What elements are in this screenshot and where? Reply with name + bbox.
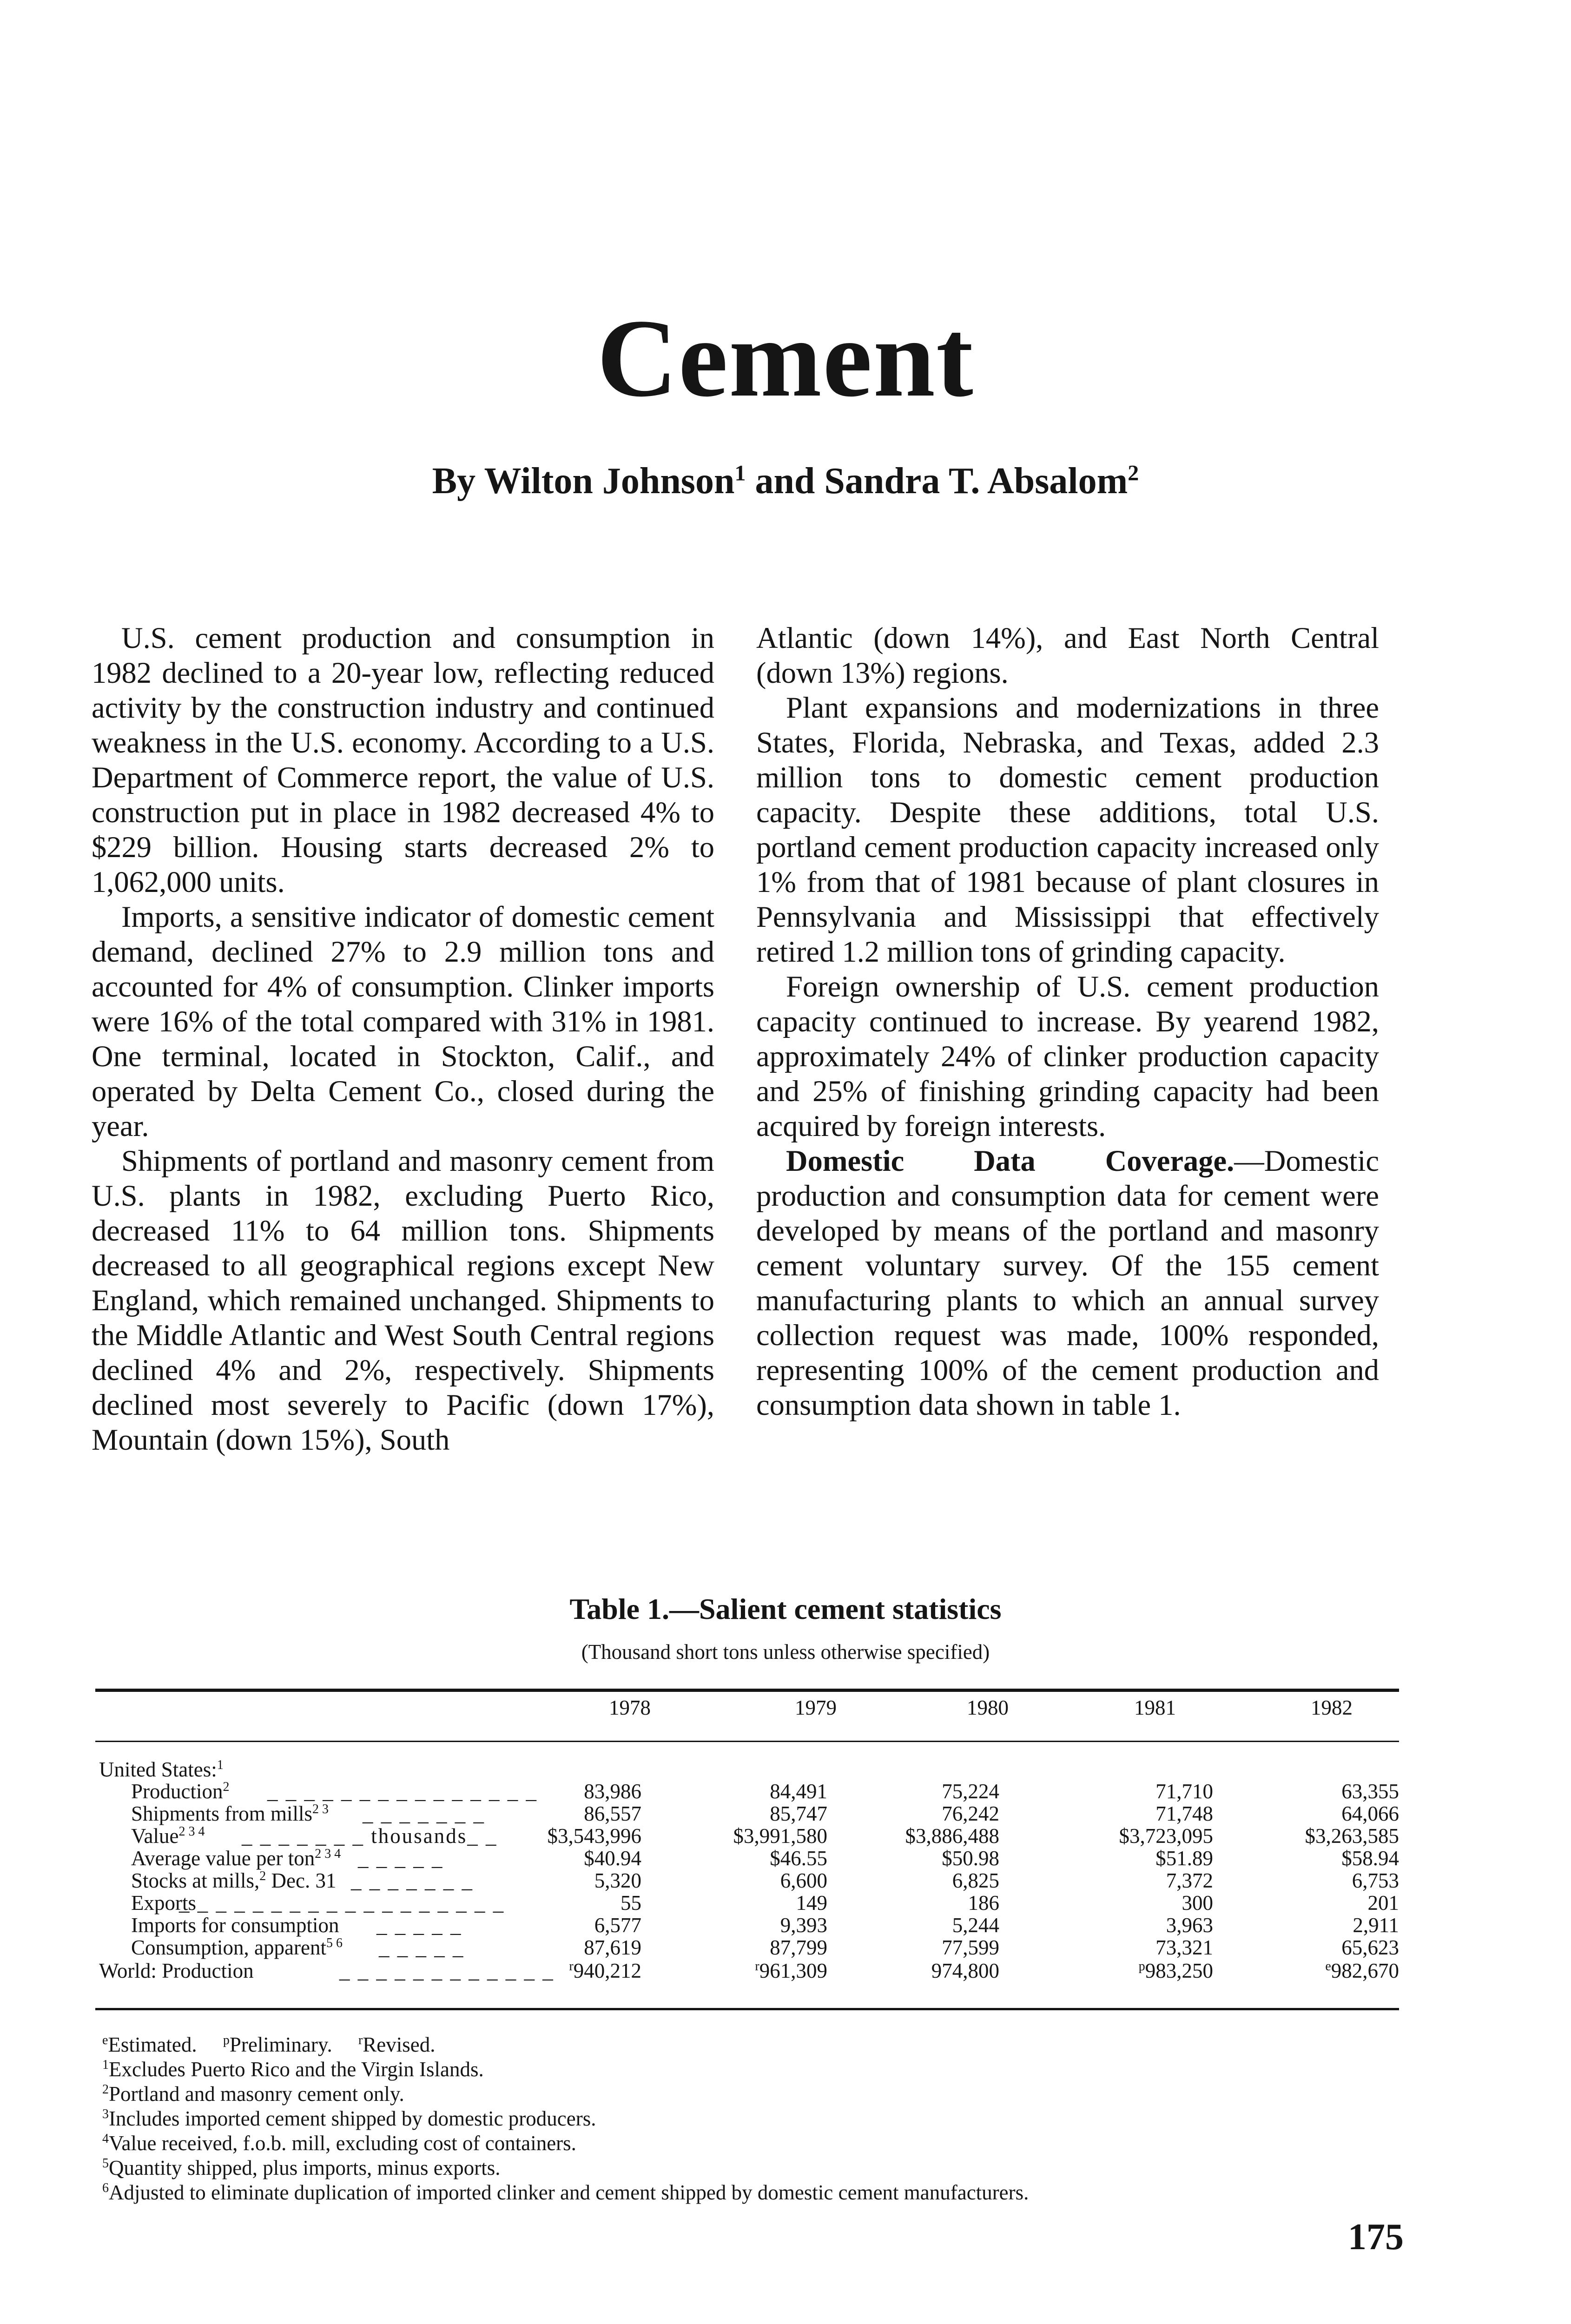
table-cell: $3,723,095 bbox=[1119, 1824, 1213, 1848]
row-leader: _ _ _ _ _ _ _ bbox=[351, 1869, 474, 1892]
coverage-heading: Domestic Data Coverage. bbox=[786, 1144, 1234, 1177]
article-title: Cement bbox=[597, 296, 974, 420]
table-cell: $3,263,585 bbox=[1305, 1824, 1399, 1848]
paragraph: Foreign ownership of U.S. cement production capacity continued to increase. By yearend 1982, approximately 24% of clinker production capacity and 25% of finishing grinding capacity had been acquired by foreign interests. bbox=[756, 970, 1379, 1142]
table-title: Table 1.—Salient cement statistics bbox=[569, 1592, 1002, 1625]
row-leader: _ _ _ _ _ bbox=[379, 1936, 465, 1959]
table-cell: 86,557 bbox=[584, 1802, 641, 1825]
table-cell: 76,242 bbox=[942, 1802, 999, 1825]
table-subtitle: (Thousand short tons unless otherwise specified) bbox=[581, 1640, 990, 1664]
table-cell: 149 bbox=[796, 1891, 827, 1915]
paragraph: Plant expansions and modernizations in three States, Florida, Nebraska, and Texas, added 2.3 million tons to domestic cement production capacity. Despite these additions, total U.S. portland cement production capacity increased only 1% from that of 1981 because of plant closures in Pennsylvania and Mississippi that effectively retired 1.2 million tons of grinding capacity. bbox=[756, 691, 1379, 968]
author-2: and Sandra T. Absalom bbox=[755, 461, 1128, 502]
row-label: Production$^2$ bbox=[131, 1780, 230, 1803]
table-header-rule bbox=[95, 1741, 1399, 1742]
table-cell: 974,800 bbox=[931, 1959, 999, 1982]
footnote: $^3$Includes imported cement shipped by domestic producers. bbox=[102, 2107, 596, 2130]
table-cell: $3,886,488 bbox=[905, 1824, 999, 1848]
row-leader: _ _ _ _ _ _ _ bbox=[363, 1802, 485, 1825]
table-cell: 71,748 bbox=[1155, 1802, 1213, 1825]
author-1-note: 1 bbox=[734, 461, 746, 486]
row-label: Value$^{2 3 4}$ bbox=[131, 1824, 205, 1848]
row-label: Exports bbox=[131, 1891, 196, 1915]
table-cell: 6,753 bbox=[1352, 1869, 1399, 1892]
row-label: Imports for consumption bbox=[131, 1914, 339, 1937]
coverage-text: —Domestic production and consumption data for cement were developed by means of the portland and masonry cement voluntary survey. Of the 155 cement manufacturing plants to which an annual survey collection request was made, 100% responded, representing 100% of the cement production and consumption data shown in table 1. bbox=[756, 1144, 1379, 1421]
table-cell: 300 bbox=[1182, 1891, 1213, 1915]
table-cell: 6,577 bbox=[594, 1914, 641, 1937]
footnote: $^6$Adjusted to eliminate duplication of imported clinker and cement shipped by domestic cement manufacturers. bbox=[102, 2181, 1029, 2204]
byline bbox=[0, 462, 1571, 500]
table-cell: 71,710 bbox=[1155, 1780, 1213, 1803]
table-cell: $^r$961,309 bbox=[755, 1959, 827, 1982]
author-2-note: 2 bbox=[1128, 461, 1139, 486]
table-cell: 5,244 bbox=[952, 1914, 999, 1937]
table-cell: 85,747 bbox=[770, 1802, 827, 1825]
column-header-1979: 1979 bbox=[795, 1696, 837, 1719]
text-column-right bbox=[756, 621, 1379, 1422]
table-cell: 186 bbox=[968, 1891, 999, 1915]
table-cell: $46.55 bbox=[770, 1847, 827, 1870]
table-cell: $^r$940,212 bbox=[569, 1959, 641, 1982]
row-label: Stocks at mills,$^2$ Dec. 31 bbox=[131, 1869, 337, 1892]
row-leader: _ _ _ _ _ _ _ thousands_ _ bbox=[242, 1824, 498, 1848]
table-cell: $58.94 bbox=[1341, 1847, 1399, 1870]
table-cell: 3,963 bbox=[1166, 1914, 1213, 1937]
table-cell: 6,825 bbox=[952, 1869, 999, 1892]
table-cell: 65,623 bbox=[1341, 1936, 1399, 1959]
group-label-united-states: United States:$^1$ bbox=[99, 1758, 224, 1781]
table-cell: $^e$982,670 bbox=[1325, 1959, 1399, 1982]
table-cell: 63,355 bbox=[1341, 1780, 1399, 1803]
row-label: Consumption, apparent$^{5 6}$ bbox=[131, 1936, 343, 1959]
text-column-left bbox=[92, 621, 714, 1457]
table-cell: $50.98 bbox=[942, 1847, 999, 1870]
table-cell: 75,224 bbox=[942, 1780, 999, 1803]
footnote: $^4$Value received, f.o.b. mill, excluding cost of containers. bbox=[102, 2132, 576, 2155]
paragraph: Imports, a sensitive indicator of domestic cement demand, declined 27% to 2.9 million tons and accounted for 4% of consumption. Clinker imports were 16% of the total compared with 31% in 1981. One terminal, located in Stockton, Calif., and operated by Delta Cement Co., closed during the year. bbox=[92, 900, 714, 1142]
paragraph-continuation: Atlantic (down 14%), and East North Central (down 13%) regions. bbox=[756, 621, 1379, 689]
table-bottom-rule bbox=[95, 2008, 1399, 2010]
row-label: Shipments from mills$^{2 3}$ bbox=[131, 1802, 329, 1825]
table-cell: $3,991,580 bbox=[733, 1824, 827, 1848]
row-leader: _ _ _ _ _ bbox=[358, 1847, 444, 1870]
table-cell: 6,600 bbox=[780, 1869, 827, 1892]
column-header-1980: 1980 bbox=[967, 1696, 1009, 1719]
footnote: $^5$Quantity shipped, plus imports, minus exports. bbox=[102, 2156, 501, 2179]
table-cell: 5,320 bbox=[594, 1869, 641, 1892]
table-cell: 87,799 bbox=[770, 1936, 827, 1959]
page-number: 175 bbox=[1348, 2217, 1404, 2258]
table-cell: 9,393 bbox=[780, 1914, 827, 1937]
row-leader: _ _ _ _ _ _ _ _ _ _ _ _ bbox=[339, 1959, 554, 1982]
table-cell: 73,321 bbox=[1155, 1936, 1213, 1959]
table-cell: 55 bbox=[620, 1891, 641, 1915]
table-top-rule bbox=[95, 1689, 1399, 1692]
table-cell: $51.89 bbox=[1155, 1847, 1213, 1870]
table-cell: 2,911 bbox=[1353, 1914, 1399, 1937]
table-cell: 64,066 bbox=[1341, 1802, 1399, 1825]
column-header-1981: 1981 bbox=[1134, 1696, 1176, 1719]
table-cell: 77,599 bbox=[942, 1936, 999, 1959]
row-leader: _ _ _ _ _ _ _ _ _ _ _ _ _ _ _ _ _ _ bbox=[179, 1891, 505, 1915]
footnote: $^1$Excludes Puerto Rico and the Virgin Islands. bbox=[102, 2058, 484, 2081]
paragraph: U.S. cement production and consumption in 1982 declined to a 20-year low, reflecting reduced activity by the construction industry and continued weakness in the U.S. economy. According to a U.S. Department of Commerce report, the value of U.S. construction put in place in 1982 decreased 4% to $229 billion. Housing starts decreased 2% to 1,062,000 units. bbox=[92, 621, 714, 898]
row-leader: _ _ _ _ _ bbox=[376, 1914, 462, 1937]
column-header-1982: 1982 bbox=[1311, 1696, 1353, 1719]
table-cell: $3,543,996 bbox=[547, 1824, 641, 1848]
row-label: Average value per ton$^{2 3 4}$ bbox=[131, 1847, 341, 1870]
table-cell: 201 bbox=[1367, 1891, 1399, 1915]
row-label: World: Production bbox=[99, 1959, 254, 1982]
table-cell: 87,619 bbox=[584, 1936, 641, 1959]
row-leader: _ _ _ _ _ _ _ _ _ _ _ _ _ _ _ bbox=[267, 1780, 538, 1803]
footnote: $^2$Portland and masonry cement only. bbox=[102, 2082, 404, 2106]
column-header-1978: 1978 bbox=[609, 1696, 651, 1719]
table-cell: $40.94 bbox=[584, 1847, 641, 1870]
footnote: $^e$Estimated. $^p$Preliminary. $^r$Revised. bbox=[102, 2033, 436, 2056]
table-cell: $^p$983,250 bbox=[1138, 1959, 1213, 1982]
table-cell: 7,372 bbox=[1166, 1869, 1213, 1892]
table-cell: 83,986 bbox=[584, 1780, 641, 1803]
author-1: By Wilton Johnson bbox=[432, 461, 735, 502]
paragraph: Shipments of portland and masonry cement from U.S. plants in 1982, excluding Puerto Rico, decreased 11% to 64 million tons. Shipments decreased to all geographical regions except New England, which remained unchanged. Shipments to the Middle Atlantic and West South Central regions declined 4% and 2%, respectively. Shipments declined most severely to Pacific (down 17%), Mountain (down 15%), South bbox=[92, 1144, 714, 1456]
table-cell: 84,491 bbox=[770, 1780, 827, 1803]
paragraph-coverage bbox=[756, 1143, 1379, 1422]
